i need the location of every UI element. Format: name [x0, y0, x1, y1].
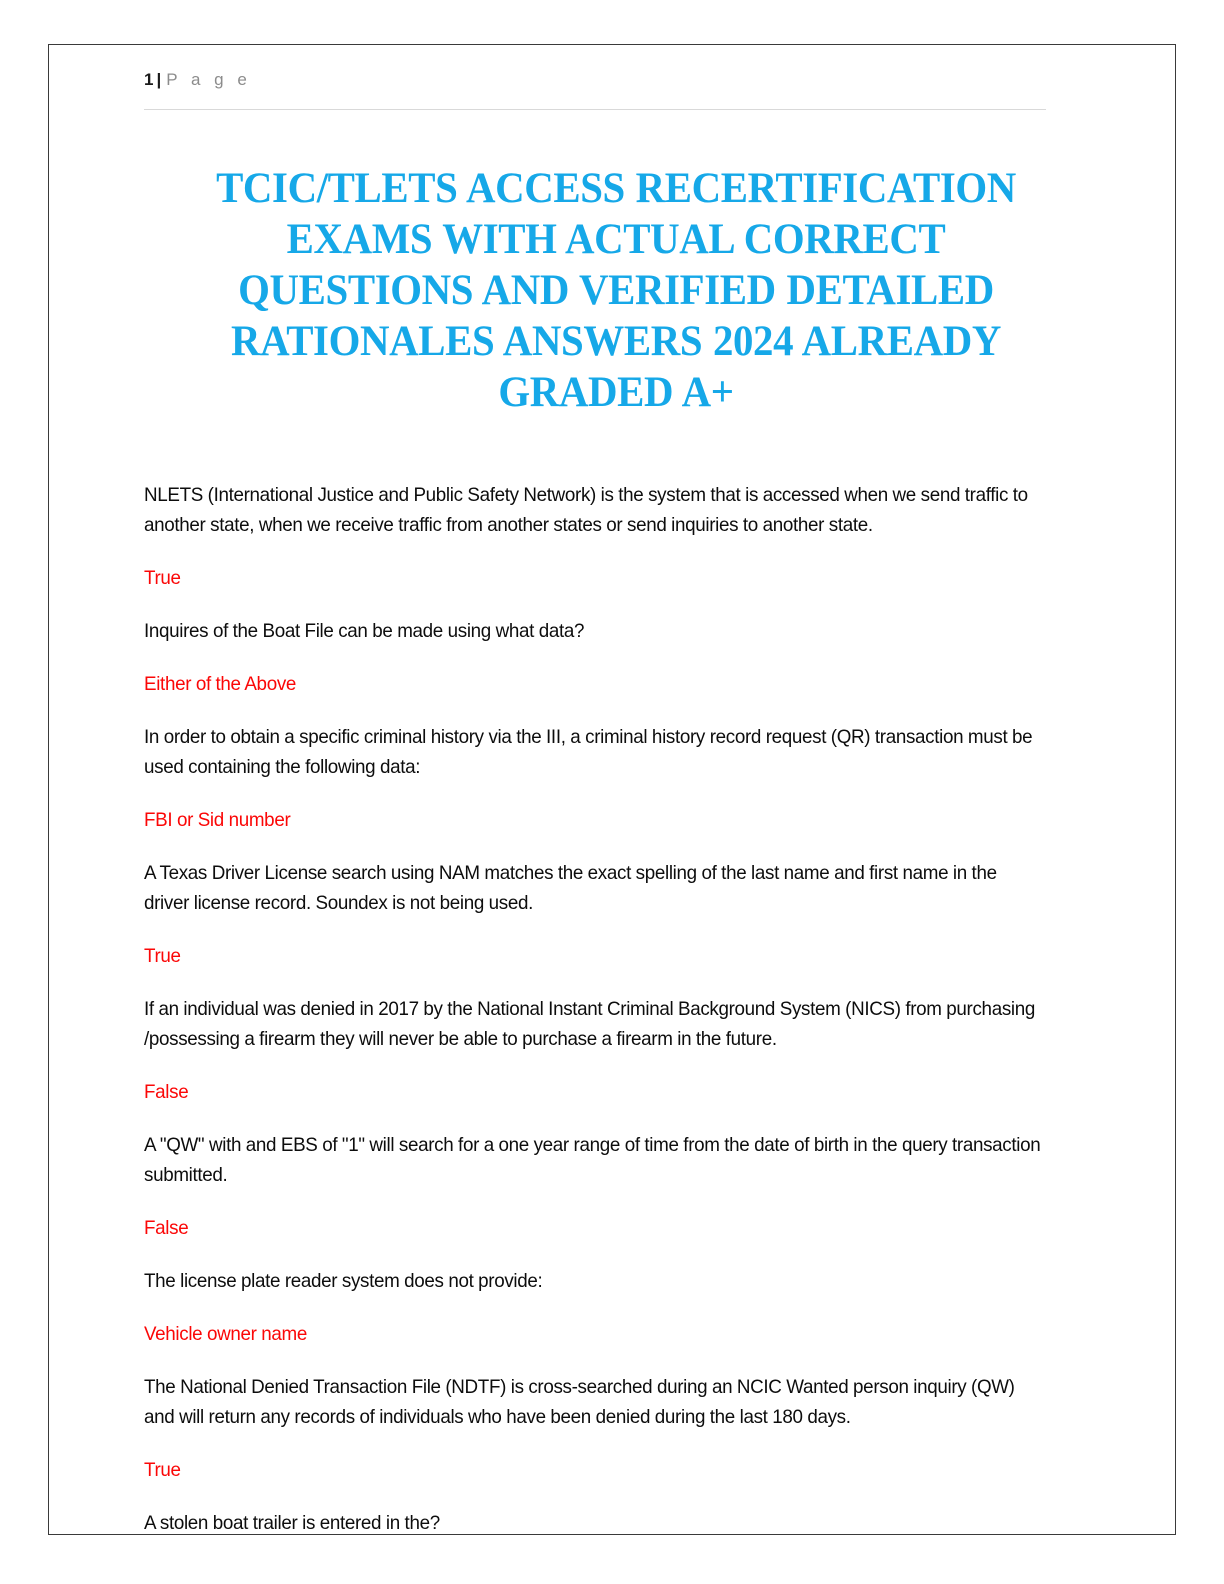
running-header	[144, 67, 1088, 119]
qa-item	[144, 858, 1076, 971]
page-number-header	[144, 67, 1088, 93]
answer-text: FBI or Sid number	[144, 809, 291, 831]
header-page-number: 1	[144, 70, 155, 89]
answer-text: True	[144, 1459, 181, 1481]
qa-item	[144, 1372, 1076, 1485]
qa-item	[144, 1130, 1076, 1243]
page-title: TCIC/TLETS ACCESS RECERTIFICATION EXAMS WITH ACTUAL CORRECT QUESTIONS AND VERIFIED DETAILED RATIONALES ANSWERS 2024 ALREADY GRADED A+	[216, 165, 1016, 416]
question-text: The National Denied Transaction File (NDTF) is cross-searched during an NCIC Wanted person inquiry (QW) and will return any records of individuals who have been denied during the last 180 days.	[144, 1376, 1015, 1428]
answer-text: Vehicle owner name	[144, 1323, 307, 1345]
header-separator: |	[156, 70, 162, 89]
qa-item	[144, 722, 1076, 835]
question-text: A Texas Driver License search using NAM matches the exact spelling of the last name and first name in the driver license record. Soundex is not being used.	[144, 862, 997, 914]
answer-text: True	[144, 945, 181, 967]
qa-item	[144, 1266, 1076, 1349]
question-text: In order to obtain a specific criminal history via the III, a criminal history record request (QR) transaction must be used containing the following data:	[144, 726, 1033, 778]
question-text: A stolen boat trailer is entered in the?	[144, 1512, 440, 1534]
qa-item	[144, 994, 1076, 1107]
answer-text: False	[144, 1217, 189, 1239]
qa-item	[144, 480, 1076, 593]
document-page	[48, 44, 1176, 1535]
question-answer-list	[144, 480, 1076, 1535]
answer-text: True	[144, 567, 181, 589]
question-text: A "QW" with and EBS of "1" will search for a one year range of time from the date of birth in the query transaction submitted.	[144, 1134, 1041, 1186]
header-page-word: P a g e	[166, 70, 252, 89]
header-divider-rule	[144, 109, 1046, 110]
qa-item	[144, 616, 1076, 699]
answer-text: False	[144, 1081, 189, 1103]
question-text: If an individual was denied in 2017 by the National Instant Criminal Background System (NICS) from purchasing /possessing a firearm they will never be able to purchase a firearm in the future.	[144, 998, 1035, 1050]
answer-text: Either of the Above	[144, 673, 297, 695]
question-text: NLETS (International Justice and Public Safety Network) is the system that is accessed when we send traffic to another state, when we receive traffic from another states or send inquiries to another state.	[144, 484, 1028, 536]
question-text: Inquires of the Boat File can be made using what data?	[144, 620, 585, 642]
qa-item	[144, 1508, 1076, 1535]
page-content-area	[144, 67, 1088, 1535]
question-text: The license plate reader system does not provide:	[144, 1270, 543, 1292]
